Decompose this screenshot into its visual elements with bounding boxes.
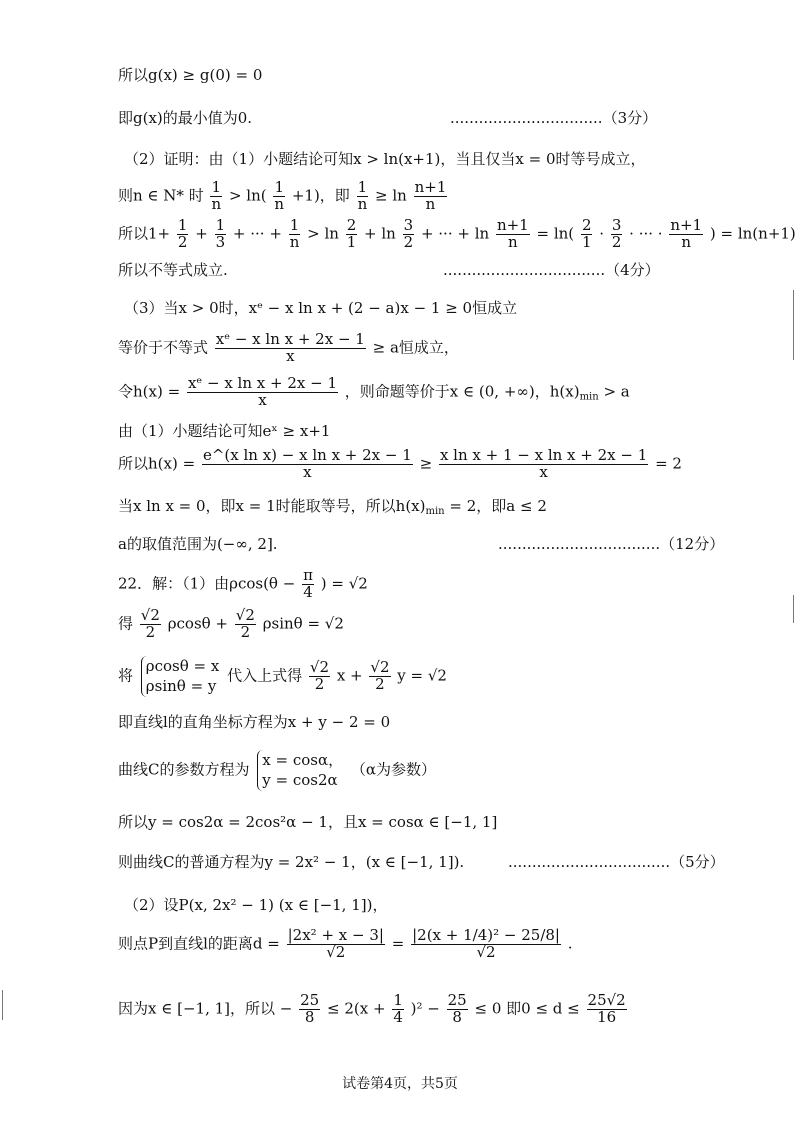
line-20: 则曲线C的普通方程为y = 2x² − 1，(x ∈ [−1, 1]). — [118, 853, 465, 871]
parametric-system: x = cosα， y = cos2α — [257, 750, 343, 791]
line-9: 令h(x) = $\frac{\text{xᵉ − x ln x + 2x − 1}}{x}$ ，则命题等价于x ∈ (0, +∞)，$h(x)_{min} > a$ — [118, 374, 630, 409]
score-4: ..................................（4分） — [443, 261, 660, 279]
line-7: （3）当x > 0时，xᵉ − x ln x + (2 − a)x − 1 ≥ 0恒成立 — [124, 299, 518, 317]
score-5: ..................................（5分） — [508, 853, 725, 871]
scan-edge-mark — [2, 990, 3, 1020]
line-5: 所以1+ $\frac{1}{2}$ + $\frac{1}{3}$ + ··· + $\frac{1}{n}$ > ln $\frac{2}{1}$ + ln $\frac{3}{2}$ + ··· + ln $\frac{n+1}{n}$ = ln( $\frac{2}{1}$ · $\frac{3}{2}$ · ··· · $\frac{n+1}{n}$ ) = ln(n+1) — [118, 216, 796, 251]
line-8: 等价于不等式 $\frac{\text{xᵉ − x ln x + 2x − 1}}{x}$ ≥ a恒成立， — [118, 330, 459, 365]
line-15: 得 $\frac{√2}{2}$ ρcosθ + $\frac{√2}{2}$ ρsinθ = √2 — [118, 606, 344, 641]
line-17: 即直线l的直角坐标方程为x + y − 2 = 0 — [118, 713, 391, 731]
line-10: 由（1）小题结论可知eˣ ≥ x+1 — [118, 422, 331, 440]
line-2: 即g(x)的最小值为0. — [118, 109, 253, 127]
score-12: ..................................（12分） — [498, 535, 725, 553]
scan-edge-mark — [793, 290, 794, 360]
line-6: 所以不等式成立. — [118, 261, 228, 279]
line-11: 所以h(x) = $\frac{\text{e\textasciicircum{}(x ln x) − x ln x + 2x − 1}}{x}$ ≥ $\frac{\text{x ln x + 1 − x ln x + 2x − 1}}{x}$ = 2 — [118, 446, 682, 481]
score-3: ................................（3分） — [450, 109, 658, 127]
line-1: 所以g(x) ≥ g(0) = 0 — [118, 66, 263, 84]
scan-edge-mark — [793, 595, 794, 623]
frac-1-n: $\frac{1}{n}$ — [211, 178, 222, 213]
frac-1-n: $\frac{1}{n}$ — [357, 178, 368, 213]
line-23: 因为x ∈ [−1, 1]，所以 − $\frac{25}{8}$ ≤ 2(x + $\frac{1}{4}$ )² − $\frac{25}{8}$ ≤ 0 即0 ≤ d ≤ $\frac{25√2}{16}$ — [118, 991, 626, 1026]
line-19: 所以y = cos2α = 2cos²α − 1，且x = cosα ∈ [−1, 1] — [118, 813, 498, 831]
line-21: （2）设P(x, 2x² − 1) (x ∈ [−1, 1])， — [124, 896, 388, 914]
frac-n1-n: $\frac{n+1}{n}$ — [414, 178, 447, 213]
line-4: 则n ∈ N* 时 $\frac{1}{n}$ > ln( $\frac{1}{n}$ +1)，即 $\frac{1}{n}$ ≥ ln $\frac{n+1}{n}$ — [118, 178, 447, 213]
equation-system: ρcosθ = x ρsinθ = y — [141, 656, 220, 697]
line-12: 当x ln x = 0，即x = 1时能取等号，所以$h(x)_{min} = 2$，即a ≤ 2 — [118, 497, 547, 517]
frac-1-n: $\frac{1}{n}$ — [274, 178, 285, 213]
line-13: a的取值范围为(−∞, 2]. — [118, 535, 278, 553]
line-16: 将 ρcosθ = x ρsinθ = y 代入上式得 $\frac{√2}{2}$ x + $\frac{√2}{2}$ y = √2 — [118, 657, 447, 696]
line-22: 则点P到直线l的距离d = $\frac{\text{|2x² + x − 3|}}{√2}$ = $\frac{\text{|2(x + 1/4)² − 25/8|}}{√2}$ . — [118, 926, 573, 961]
page-footer: 试卷第4页，共5页 — [342, 1076, 458, 1092]
line-3: （2）证明：由（1）小题结论可知x > ln(x+1)，当且仅当x = 0时等号成立， — [124, 150, 646, 168]
line-14: 22．解：（1）由ρcos(θ − $\frac{\pi}{4}$ ) = √2 — [118, 566, 368, 601]
line-18: 曲线C的参数方程为 x = cosα， y = cos2α （α为参数） — [118, 751, 437, 790]
